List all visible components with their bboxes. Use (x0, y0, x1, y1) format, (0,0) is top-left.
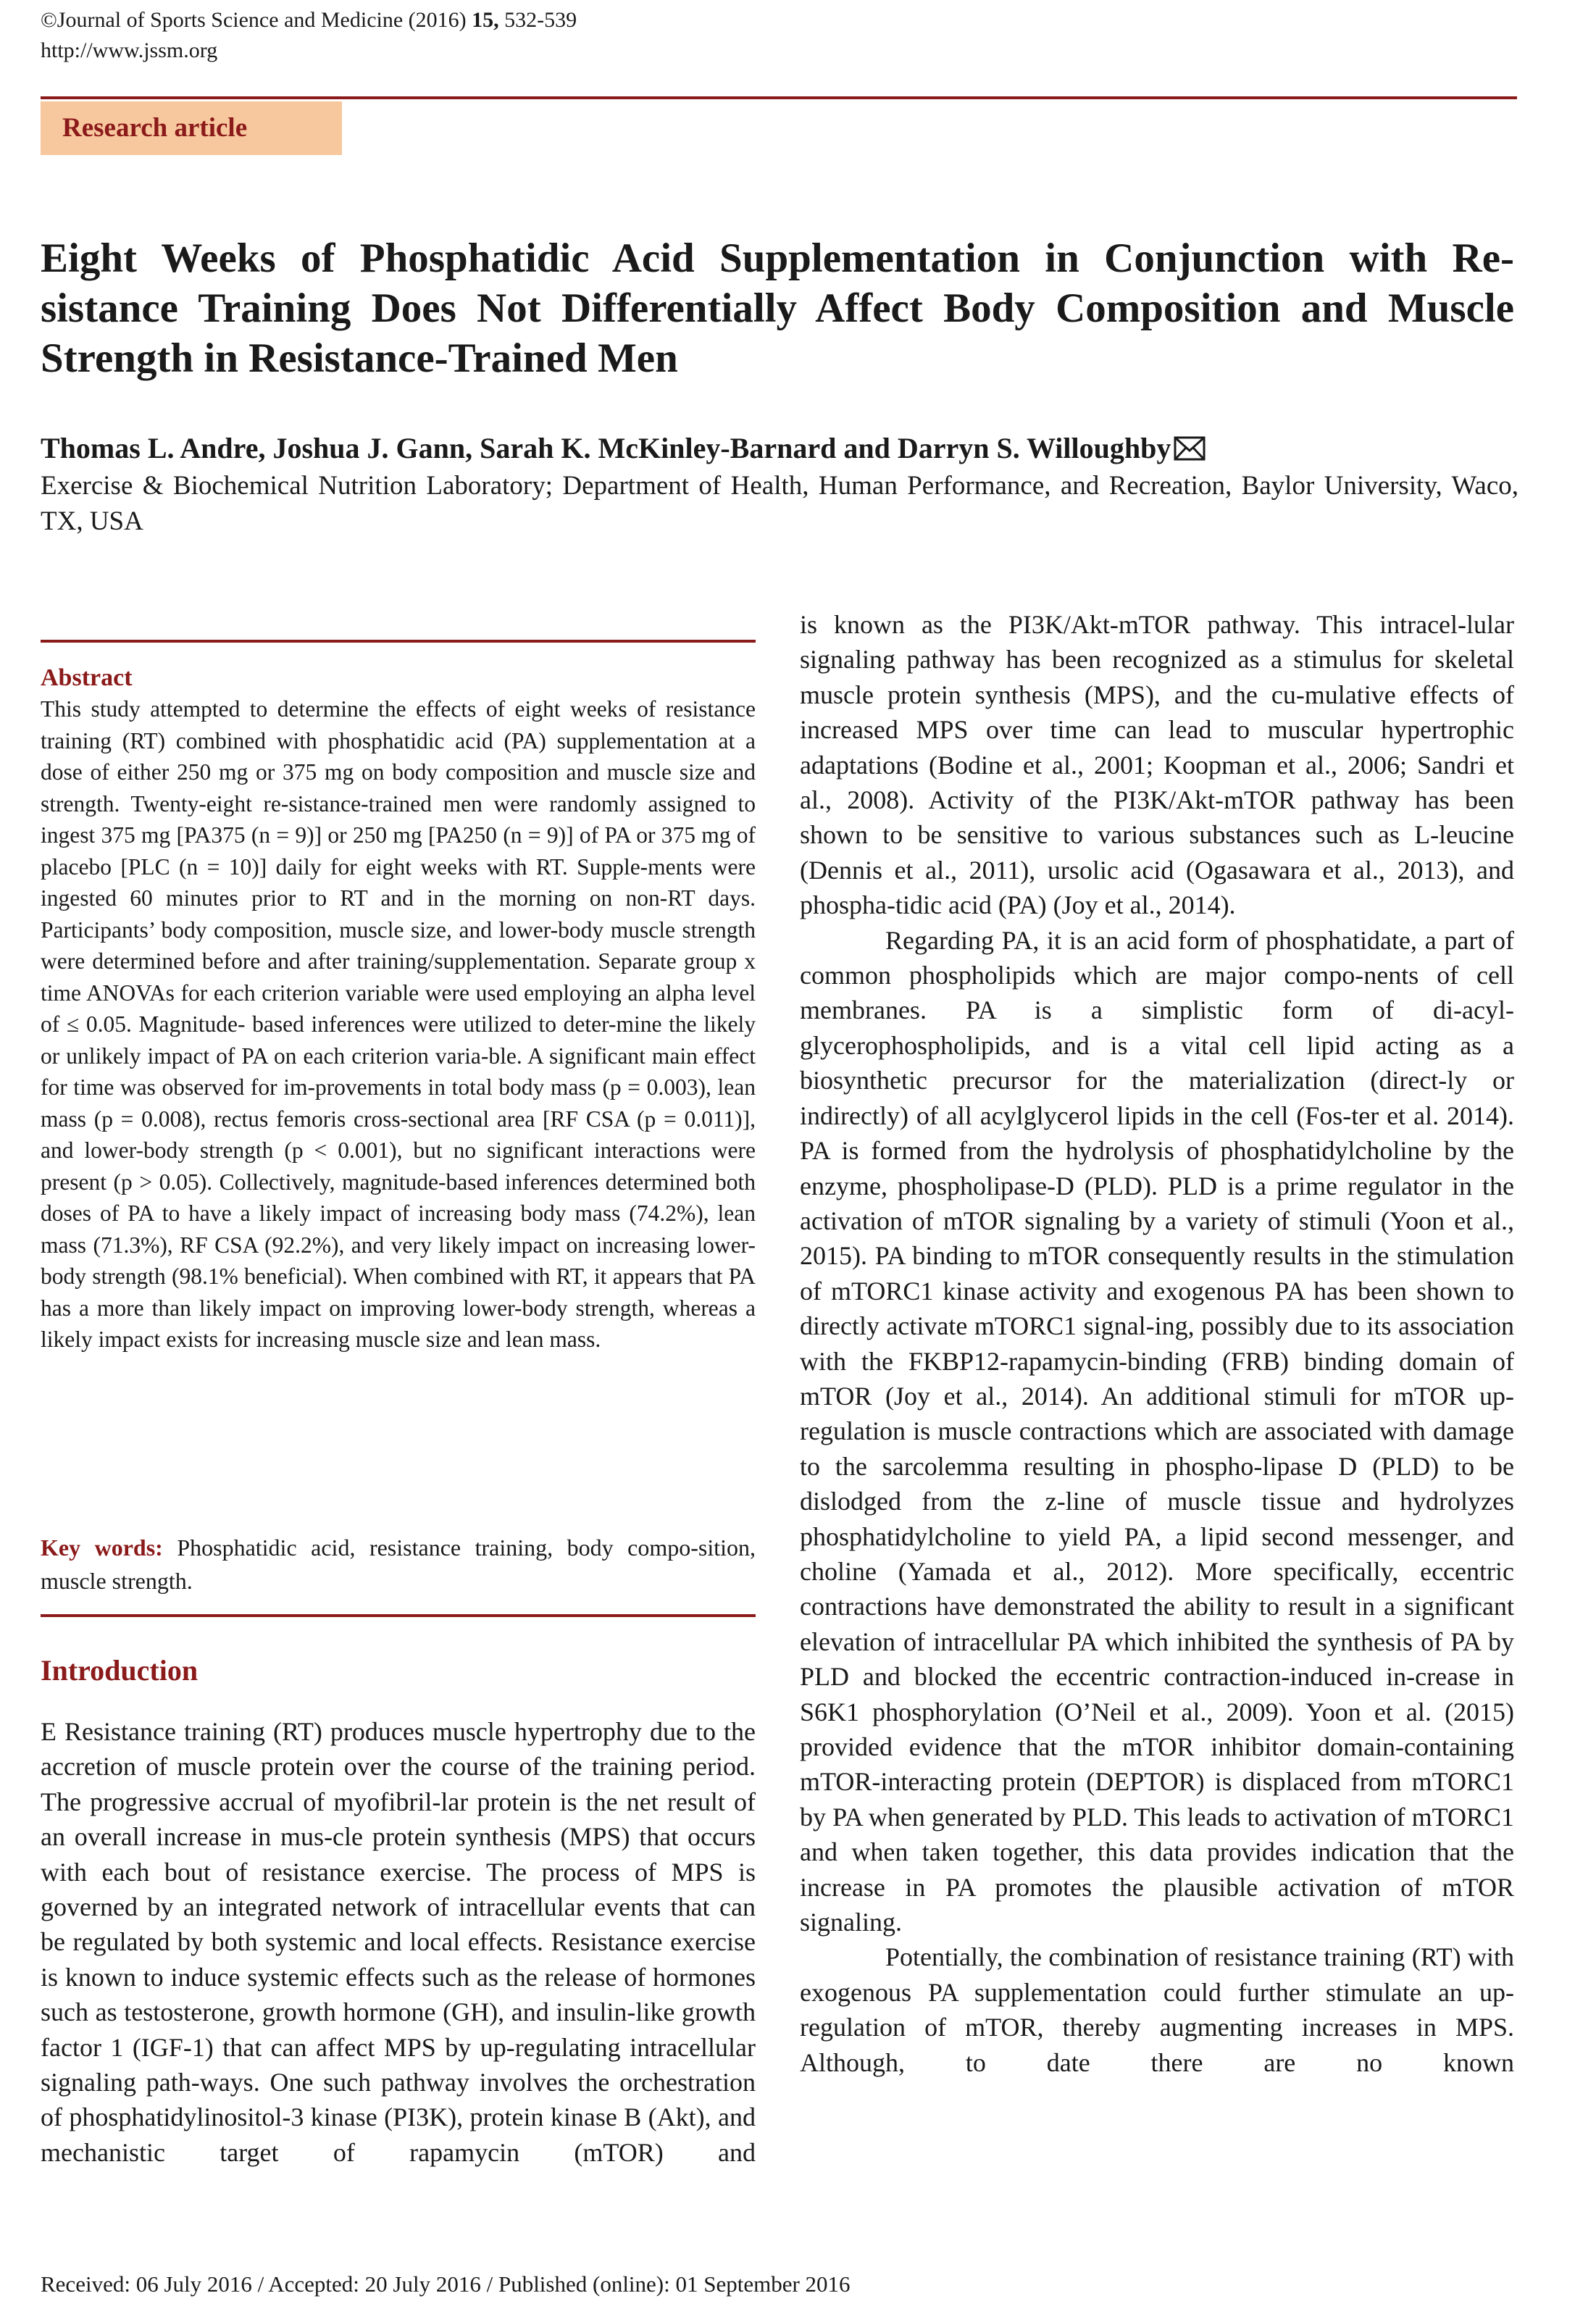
journal-pages: 532-539 (498, 8, 577, 32)
journal-prefix: ©Journal of Sports Science and Medicine (2016) (41, 8, 472, 32)
author-list (41, 430, 1206, 467)
article-title: Eight Weeks of Phosphatidic Acid Supplementation in Conjunction with Re-sistance Training Does Not Differentially Affect Body Composition and Muscle Strength in Resistance-Trained Men (41, 235, 1514, 381)
introduction-right-column (800, 607, 1514, 2080)
intro-paragraph-1: E Resistance training (RT) produces muscle hypertrophy due to the accretion of muscle protein over the course of the training period. The progressive accrual of myofibril-lar protein is the net result of an overall increase in mus-cle protein synthesis (MPS) that occurs with each bout of resistance exercise. The process of MPS is governed by an integrated network of intracellular events that can be regulated by both systemic and local effects. Resistance exercise is known to induce systemic effects such as the release of hormones such as testosterone, growth hormone (GH), and insulin-like growth factor 1 (IGF-1) that can affect MPS by up-regulating intracellular signaling path-ways. One such pathway involves the orchestration of phosphatidylinositol-3 kinase (PI3K), protein kinase B (Akt), and mechanistic target of rapamycin (mTOR) and (41, 1717, 756, 2167)
author-names: Thomas L. Andre, Joshua J. Gann, Sarah K. McKinley-Barnard and Darryn S. Willoughby (41, 432, 1171, 464)
journal-volume: 15, (472, 8, 499, 32)
publication-dates-footer: Received: 06 July 2016 / Accepted: 20 July 2016 / Published (online): 01 September 2016 (41, 2271, 851, 2297)
keywords-label: Key words: (41, 1534, 163, 1561)
intro-paragraph-2: Regarding PA, it is an acid form of phosphatidate, a part of common phospholipids which are major compo-nents of cell membranes. PA is a simplistic form of di-acyl-glycerophospholipids, and is a vital cell lipid acting as a biosynthetic precursor for the materialization (direct-ly or indirectly) of all acylglycerol lipids in the cell (Fos-ter et al. 2014). PA is formed from the hydrolysis of phosphatidylcholine by the enzyme, phospholipase-D (PLD). PLD is a prime regulator in the activation of mTOR signaling by a variety of stimuli (Yoon et al., 2015). PA binding to mTOR consequently results in the stimulation of mTORC1 kinase activity and exogenous PA has been shown to directly activate mTORC1 signal-ing, possibly due to its association with the FKBP12-rapamycin-binding (FRB) binding domain of mTOR (Joy et al., 2014). An additional stimuli for mTOR up-regulation is muscle contractions which are associated with damage to the sarcolemma resulting in phospho-lipase D (PLD) to be dislodged from the z-line of muscle tissue and hydrolyzes phosphatidylcholine to yield PA, a lipid second messenger, and choline (Yamada et al., 2012). More specifically, eccentric contractions have demonstrated the ability to result in a significant elevation of intracellular PA which inhibited the synthesis of PA by PLD and blocked the eccentric contraction-induced in-crease in S6K1 phosphorylation (O’Neil et al., 2009). Yoon et al. (2015) provided evidence that the mTOR inhibitor domain-containing mTOR-interacting protein (DEPTOR) is displaced from mTORC1 by PA when generated by PLD. This leads to activation of mTORC1 and when taken together, this data provides indication that the increase in PA promotes the plausible activation of mTOR signaling. (800, 925, 1514, 1937)
abstract-top-divider (41, 640, 756, 643)
introduction-left-column (41, 1714, 756, 2170)
header-divider (41, 96, 1517, 99)
abstract-heading: Abstract (41, 664, 133, 691)
journal-citation (41, 7, 577, 33)
keywords-paragraph (41, 1531, 756, 1598)
author-affiliation: Exercise & Biochemical Nutrition Laboratory; Department of Health, Human Performance, and Recreation, Baylor University, Waco, TX, USA (41, 471, 1518, 536)
abstract-section (41, 663, 756, 1356)
keywords-text: Phosphatidic acid, resistance training, body compo-sition, muscle strength. (41, 1534, 756, 1594)
article-type-badge: Research article (41, 101, 342, 155)
introduction-heading-text: Introduction (41, 1654, 199, 1687)
journal-url[interactable]: http://www.jssm.org (41, 38, 218, 62)
keywords-section (41, 1531, 756, 1598)
keywords-bottom-divider (41, 1614, 756, 1617)
intro-paragraph-3: Potentially, the combination of resistance training (RT) with exogenous PA supplementation could further stimulate an up-regulation of mTOR, thereby augmenting increases in MPS. Although, to date there are no known (800, 1942, 1514, 2077)
email-envelope-icon[interactable] (1174, 436, 1206, 461)
abstract-text: This study attempted to determine the effects of eight weeks of resistance training (RT) combined with phosphatidic acid (PA) supplementation at a dose of either 250 mg or 375 mg on body composition and muscle size and strength. Twenty-eight re-sistance-trained men were randomly assigned to ingest 375 mg [PA375 (n = 9)] or 250 mg [PA250 (n = 9)] of PA or 375 mg of placebo [PLC (n = 10)] daily for eight weeks with RT. Supple-ments were ingested 60 minutes prior to RT and in the morning on non-RT days. Participants’ body composition, muscle size, and lower-body muscle strength were determined before and after training/supplementation. Separate group x time ANOVAs for each criterion variable were used employing an alpha level of ≤ 0.05. Magnitude- based inferences were utilized to deter-mine the likely or unlikely impact of PA on each criterion varia-ble. A significant main effect for time was observed for im-provements in total body mass (p = 0.003), lean mass (p = 0.008), rectus femoris cross-sectional area [RF CSA (p = 0.011)], and lower-body strength (p < 0.001), but no significant interactions were present (p > 0.05). Collectively, magnitude-based inferences determined both doses of PA to have a likely impact of increasing body mass (74.2%), lean mass (71.3%), RF CSA (92.2%), and very likely impact on increasing lower-body strength (98.1% beneficial). When combined with RT, it appears that PA has a more than likely impact on improving lower-body strength, whereas a likely impact exists for increasing muscle size and lean mass. (41, 696, 756, 1352)
introduction-heading (41, 1652, 756, 1690)
intro-paragraph-1-continued: is known as the PI3K/Akt-mTOR pathway. This intracel-lular signaling pathway has been recognized as a stimulus for skeletal muscle protein synthesis (MPS), and the cu-mulative effects of increased MPS over time can lead to muscular hypertrophic adaptations (Bodine et al., 2001; Koopman et al., 2006; Sandri et al., 2008). Activity of the PI3K/Akt-mTOR pathway has been shown to be sensitive to various substances such as L-leucine (Dennis et al., 2011), ursolic acid (Ogasawara et al., 2013), and phospha-tidic acid (PA) (Joy et al., 2014). (800, 610, 1514, 920)
